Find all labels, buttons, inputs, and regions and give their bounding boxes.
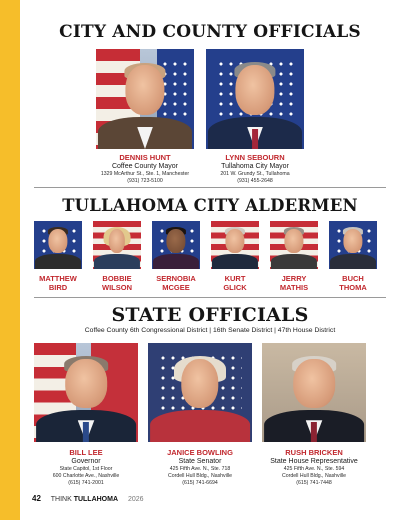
official-name: JANICE BOWLING (167, 448, 233, 457)
official-phone: (931) 455-2648 (237, 178, 273, 184)
footer-prefix: THINK (50, 496, 72, 503)
alderman-name-bobbie-wilson: BOBBIE WILSON (102, 274, 132, 292)
photo-buch-thoma (329, 221, 377, 269)
official-address: 201 W. Grundy St., Tullahoma (220, 171, 290, 177)
official-address: 425 Fifth Ave. N., Ste. 594 (283, 466, 345, 472)
official-address: Cordell Hull Bldg., Nashville (281, 473, 346, 479)
official-title: State Senator (178, 458, 222, 465)
official-title: Tullahoma City Mayor (221, 163, 289, 170)
official-name: LYNN SEBOURN (225, 153, 285, 162)
official-name: RUSH BRICKEN (285, 448, 343, 457)
official-address: 600 Charlotte Ave., Nashville (52, 473, 120, 479)
official-card-rush-bricken (252, 448, 376, 487)
photo-janice-bowling (148, 343, 252, 442)
alderman-name-kurt-glick: KURT GLICK (223, 274, 247, 292)
alderman-name-buch-thoma: BUCH THOMA (339, 274, 367, 292)
official-address: State Capitol, 1st Floor (59, 466, 113, 472)
official-card-dennis-hunt (84, 153, 206, 185)
official-title: State House Representative (270, 458, 358, 465)
section-title-city-county: CITY AND COUNTY OFFICIALS (59, 22, 361, 42)
photo-sernobia-mcgee (152, 221, 200, 269)
photo-lynn-sebourn (206, 49, 304, 149)
accent-stripe (0, 0, 20, 520)
official-name: DENNIS HUNT (119, 153, 171, 162)
official-title: Governor (71, 458, 101, 465)
section-title-state: STATE OFFICIALS (111, 304, 309, 326)
page-number: 42 (32, 494, 41, 503)
alderman-name-sernobia-mcgee: SERNOBIA MCGEE (156, 274, 196, 292)
official-address: 425 Fifth Ave. N., Ste. 718 (169, 466, 231, 472)
section-divider (34, 297, 386, 298)
officials-page (20, 0, 400, 520)
footer-year: 2026 (127, 496, 144, 503)
photo-bill-lee (34, 343, 138, 442)
photo-matthew-bird (34, 221, 82, 269)
section-title-aldermen: TULLAHOMA CITY ALDERMEN (62, 196, 358, 215)
official-address: 1329 McArthur St., Ste. 1, Manchester (100, 171, 190, 177)
official-phone: (615) 741-2001 (68, 480, 104, 486)
official-phone: (615) 741-6694 (182, 480, 218, 486)
photo-bobbie-wilson (93, 221, 141, 269)
photo-dennis-hunt (96, 49, 194, 149)
official-phone: (931) 723-5100 (127, 178, 163, 184)
official-name: BILL LEE (69, 448, 103, 457)
photo-kurt-glick (211, 221, 259, 269)
official-card-bill-lee (24, 448, 148, 487)
official-card-lynn-sebourn (196, 153, 314, 185)
official-phone: (615) 741-7448 (296, 480, 332, 486)
official-address: Cordell Hull Bldg., Nashville (167, 473, 232, 479)
photo-rush-bricken (262, 343, 366, 442)
section-divider (34, 187, 386, 188)
alderman-name-jerry-mathis: JERRY MATHIS (279, 274, 309, 292)
footer-brand: TULLAHOMA (73, 496, 119, 503)
official-title: Coffee County Mayor (111, 163, 178, 170)
official-card-janice-bowling (138, 448, 262, 487)
district-subtitle: Coffee County 6th Congressional District | 16th Senate District | 47th House District (84, 327, 336, 334)
page-footer (32, 494, 144, 503)
alderman-name-matthew-bird: MATTHEW BIRD (39, 274, 77, 292)
photo-jerry-mathis (270, 221, 318, 269)
